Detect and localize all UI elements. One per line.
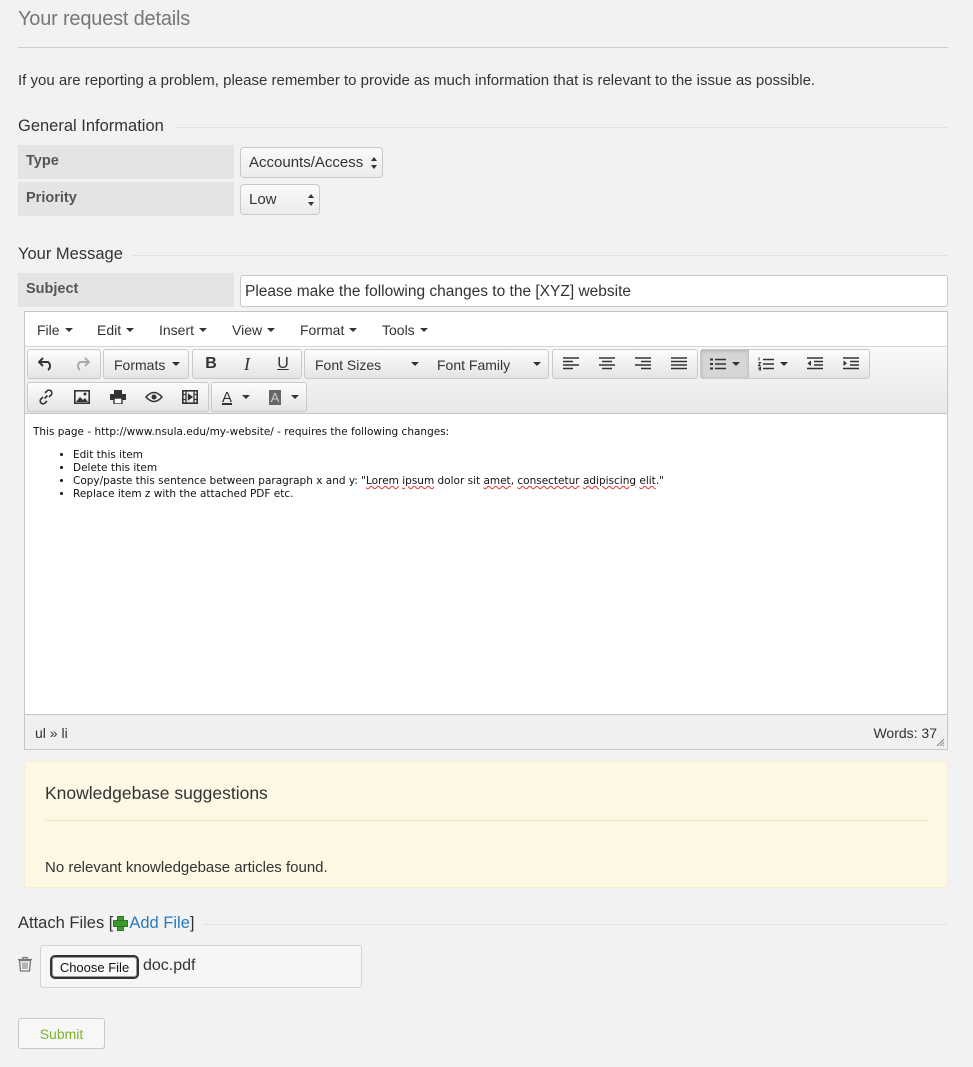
choose-file-button[interactable]: Choose File — [50, 955, 139, 979]
menu-insert[interactable]: Insert — [159, 322, 207, 338]
intro-text: If you are reporting a problem, please remember to provide as much information that is relevant to the issue as possible. — [18, 72, 816, 89]
font-sizes-dropdown[interactable]: Font Sizes — [305, 350, 427, 378]
element-path[interactable]: ul » li — [35, 725, 68, 741]
film-icon — [182, 390, 198, 404]
menu-edit[interactable]: Edit — [97, 322, 134, 338]
message-divider — [132, 255, 948, 256]
word-count: Words: 37 — [873, 725, 937, 741]
list-item: • Copy/paste this sentence between paragraph x and y: "Lorem ipsum dolor sit amet, consectetur adipiscing elit." — [73, 475, 939, 488]
list-item: • Replace item z with the attached PDF etc. — [73, 488, 939, 501]
italic-button[interactable] — [229, 350, 265, 378]
caret-down-icon — [199, 328, 207, 332]
align-justify-button[interactable] — [661, 350, 697, 378]
resize-handle-icon[interactable] — [936, 738, 945, 747]
page-title: Your request details — [18, 8, 191, 30]
underline-button[interactable] — [265, 350, 301, 378]
bold-button[interactable] — [193, 350, 229, 378]
attach-divider — [203, 924, 948, 925]
menu-tools[interactable]: Tools — [382, 322, 428, 338]
menu-view[interactable]: View — [232, 322, 275, 338]
content-intro: This page - http://www.nsula.edu/my-website/ - requires the following changes: — [33, 426, 450, 438]
print-icon — [110, 390, 126, 404]
editor-toolbar — [25, 347, 947, 414]
priority-select[interactable] — [240, 184, 320, 215]
image-icon — [74, 390, 90, 404]
subject-label: Subject — [18, 273, 234, 307]
type-select[interactable] — [240, 147, 383, 178]
caret-down-icon — [242, 395, 250, 399]
caret-down-icon — [65, 328, 73, 332]
menu-file[interactable]: File — [37, 322, 73, 338]
bullet-list-icon — [710, 357, 726, 371]
print-button[interactable] — [100, 383, 136, 411]
text-color-button[interactable] — [212, 383, 260, 411]
priority-label: Priority — [18, 182, 234, 216]
text-style-group — [192, 349, 302, 379]
caret-down-icon — [420, 328, 428, 332]
text-color-icon: A — [221, 388, 232, 406]
caret-down-icon — [349, 328, 357, 332]
align-left-icon — [563, 357, 579, 371]
list-item: • Delete this item — [73, 462, 939, 475]
link-button[interactable] — [28, 383, 64, 411]
caret-down-icon — [172, 362, 180, 366]
font-group — [304, 349, 549, 379]
general-info-legend: General Information — [18, 117, 164, 135]
title-divider — [18, 47, 948, 48]
selected-file-name: doc.pdf — [143, 957, 196, 974]
insert-group — [27, 382, 209, 412]
knowledgebase-divider — [45, 820, 927, 821]
caret-down-icon — [732, 362, 740, 366]
menu-format[interactable]: Format — [300, 322, 357, 338]
caret-down-icon — [533, 362, 541, 366]
submit-button[interactable]: Submit — [18, 1018, 105, 1049]
history-group — [27, 349, 101, 379]
redo-button[interactable] — [64, 350, 100, 378]
editor-menubar — [25, 312, 947, 347]
changes-list — [33, 449, 939, 501]
align-center-button[interactable] — [589, 350, 625, 378]
list-group — [700, 349, 870, 379]
alignment-group — [552, 349, 698, 379]
caret-down-icon — [267, 328, 275, 332]
align-center-icon — [599, 357, 615, 371]
indent-button[interactable] — [833, 350, 869, 378]
outdent-button[interactable] — [797, 350, 833, 378]
knowledgebase-title: Knowledgebase suggestions — [45, 783, 268, 803]
type-select-value: Accounts/Access — [249, 154, 364, 171]
type-label: Type — [18, 145, 234, 179]
align-justify-icon — [671, 357, 687, 371]
general-info-divider — [176, 127, 948, 128]
file-input-box — [40, 945, 362, 988]
caret-down-icon — [780, 362, 788, 366]
plus-icon — [113, 916, 126, 929]
numbered-list-icon — [758, 357, 774, 371]
undo-icon — [38, 357, 54, 371]
outdent-icon — [807, 357, 823, 371]
align-right-button[interactable] — [625, 350, 661, 378]
preview-button[interactable] — [136, 383, 172, 411]
bullet-list-button[interactable] — [701, 350, 749, 378]
list-item: • Edit this item — [73, 449, 939, 462]
editor-content-area[interactable] — [25, 414, 947, 714]
formats-dropdown[interactable]: Formats — [103, 349, 189, 379]
image-button[interactable] — [64, 383, 100, 411]
background-color-button[interactable] — [260, 383, 308, 411]
message-legend: Your Message — [18, 245, 123, 263]
link-icon — [38, 389, 54, 405]
add-file-link[interactable]: Add File — [113, 914, 190, 932]
editor-statusbar — [25, 714, 947, 749]
media-button[interactable] — [172, 383, 208, 411]
numbered-list-button[interactable] — [749, 350, 797, 378]
rich-text-editor — [24, 311, 948, 750]
redo-icon — [74, 357, 90, 371]
caret-down-icon — [411, 362, 419, 366]
font-family-dropdown[interactable]: Font Family — [427, 350, 549, 378]
eye-icon — [145, 391, 163, 403]
priority-select-value: Low — [249, 191, 277, 208]
select-arrows-icon — [308, 193, 314, 207]
subject-input[interactable]: Please make the following changes to the [XYZ] website — [240, 275, 948, 307]
align-left-button[interactable] — [553, 350, 589, 378]
background-color-icon: A — [270, 389, 280, 405]
align-right-icon — [635, 357, 651, 371]
underline-icon: U — [277, 355, 289, 372]
caret-down-icon — [291, 395, 299, 399]
trash-icon[interactable] — [17, 956, 33, 972]
color-group — [211, 382, 307, 412]
bold-icon: B — [205, 355, 217, 372]
attach-files-legend: Attach Files [ Add File] — [18, 914, 195, 932]
italic-icon: I — [244, 353, 250, 374]
select-arrows-icon — [371, 156, 377, 170]
knowledgebase-panel — [24, 761, 948, 888]
caret-down-icon — [126, 328, 134, 332]
knowledgebase-empty-message: No relevant knowledgebase articles found. — [45, 859, 328, 876]
undo-button[interactable] — [28, 350, 64, 378]
indent-icon — [843, 357, 859, 371]
